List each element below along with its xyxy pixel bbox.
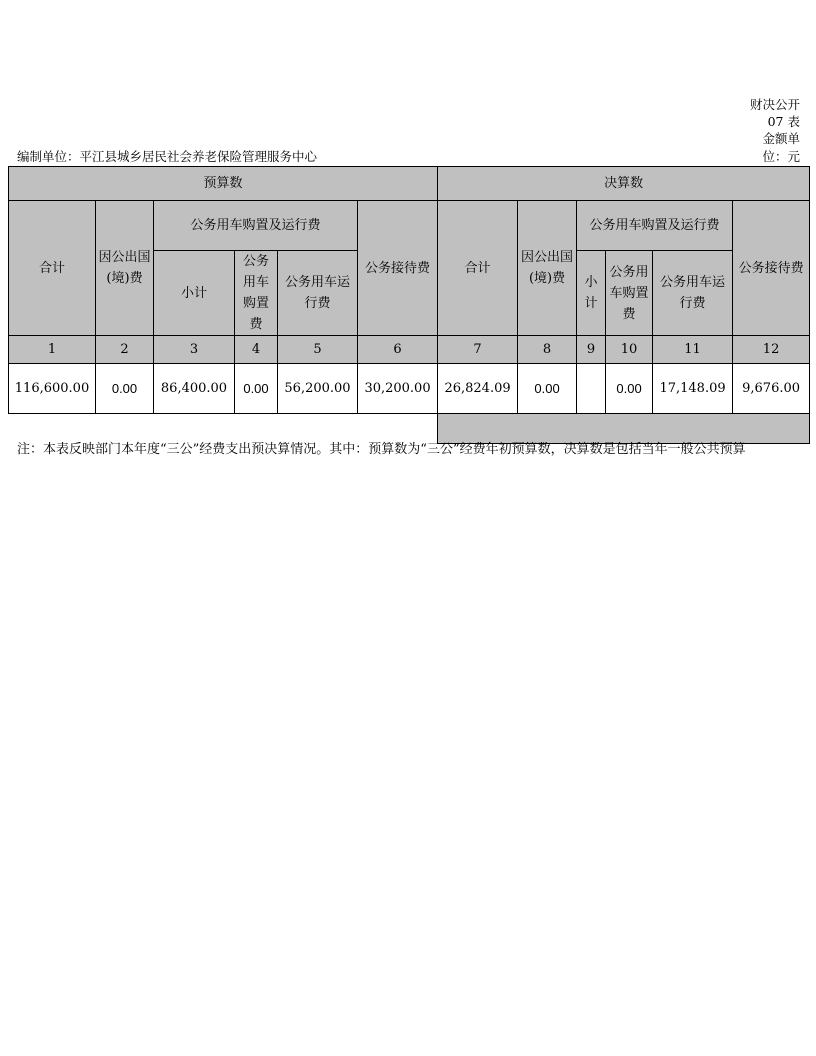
final-vehicle-buy-value: 0.00 xyxy=(606,364,653,414)
form-code-line: 财决公开 xyxy=(749,97,800,112)
index-cell: 2 xyxy=(96,336,154,364)
final-abroad-value: 0.00 xyxy=(518,364,577,414)
final-subtotal-header: 小计 xyxy=(577,251,606,336)
index-cell: 6 xyxy=(358,336,438,364)
final-vehicle-run-value: 17,148.09 xyxy=(653,364,733,414)
index-cell: 4 xyxy=(235,336,278,364)
final-vehicle-run-header: 公务用车运行费 xyxy=(653,251,733,336)
budget-vehicle-run-value: 56,200.00 xyxy=(278,364,358,414)
index-cell: 9 xyxy=(577,336,606,364)
final-abroad-header: 因公出国(境)费 xyxy=(518,201,577,336)
final-reception-header: 公务接待费 xyxy=(733,201,810,336)
budget-vehicle-run-header: 公务用车运行费 xyxy=(278,251,358,336)
form-code xyxy=(734,96,800,147)
blank-cell xyxy=(9,414,438,444)
index-cell: 7 xyxy=(438,336,518,364)
budget-reception-header: 公务接待费 xyxy=(358,201,438,336)
index-cell: 12 xyxy=(733,336,810,364)
index-cell: 3 xyxy=(154,336,235,364)
final-total-header: 合计 xyxy=(438,201,518,336)
three-public-expenses-table xyxy=(8,166,810,444)
budget-abroad-header: 因公出国(境)费 xyxy=(96,201,154,336)
budget-total-value: 116,600.00 xyxy=(9,364,96,414)
currency-unit: 位：元 xyxy=(762,149,800,164)
index-cell: 8 xyxy=(518,336,577,364)
index-cell: 1 xyxy=(9,336,96,364)
index-cell: 5 xyxy=(278,336,358,364)
final-subtotal-value xyxy=(577,364,606,414)
form-code-line: 07 表 xyxy=(767,114,800,129)
budget-vehicle-buy-value: 0.00 xyxy=(235,364,278,414)
budget-abroad-value: 0.00 xyxy=(96,364,154,414)
final-reception-value: 9,676.00 xyxy=(733,364,810,414)
gray-footer-bar xyxy=(438,414,810,444)
budget-reception-value: 30,200.00 xyxy=(358,364,438,414)
final-vehicle-buy-header: 公务用车购置费 xyxy=(606,251,653,336)
compiling-unit: 编制单位：平江县城乡居民社会养老保险管理服务中心 xyxy=(17,149,318,164)
final-vehicle-group-header: 公务用车购置及运行费 xyxy=(577,201,733,251)
index-cell: 11 xyxy=(653,336,733,364)
table-note: 注：本表反映部门本年度“三公”经费支出预决算情况。其中：预算数为“三公”经费年初预算数，决算数是包括当年一般公共预算 xyxy=(17,442,746,457)
budget-total-header: 合计 xyxy=(9,201,96,336)
final-group-header: 决算数 xyxy=(438,167,810,201)
budget-vehicle-group-header: 公务用车购置及运行费 xyxy=(154,201,358,251)
budget-group-header: 预算数 xyxy=(9,167,438,201)
final-total-value: 26,824.09 xyxy=(438,364,518,414)
budget-vehicle-buy-header: 公务用车购置费 xyxy=(235,251,278,336)
form-code-line: 金额单 xyxy=(762,131,800,146)
budget-subtotal-value: 86,400.00 xyxy=(154,364,235,414)
index-cell: 10 xyxy=(606,336,653,364)
budget-subtotal-header: 小计 xyxy=(154,251,235,336)
